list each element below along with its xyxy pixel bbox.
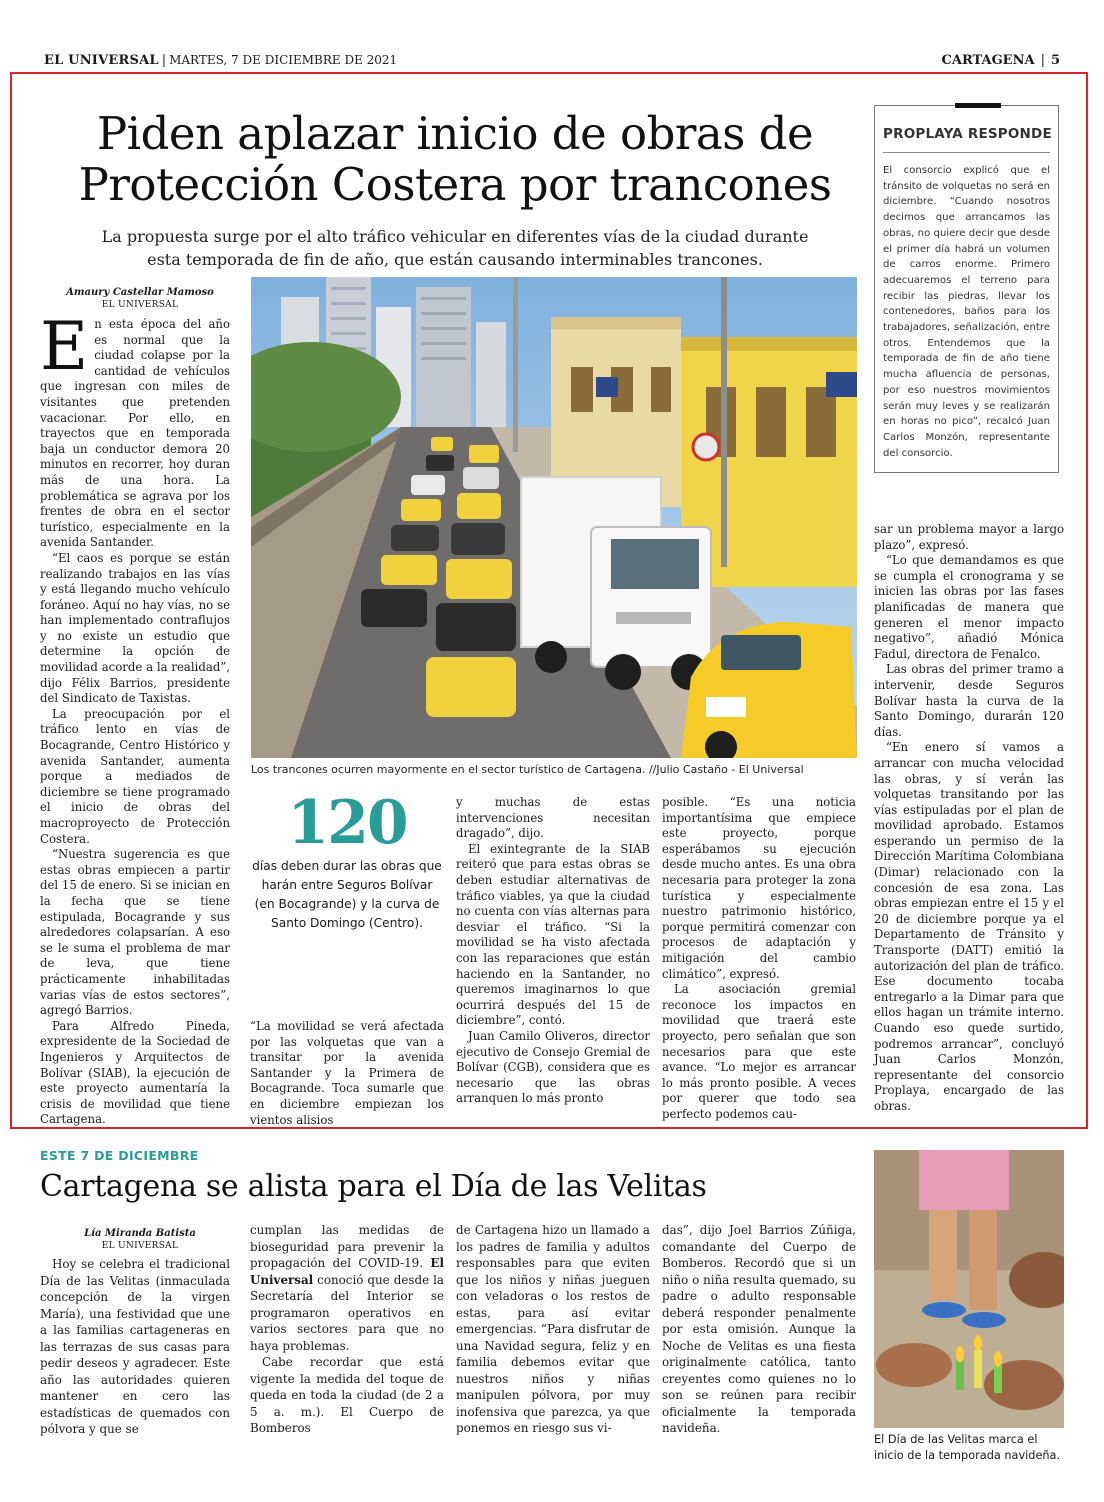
sidebar-accent-bar <box>955 103 1001 108</box>
byline-name: Lía Miranda Batista <box>84 1228 196 1239</box>
velitas-caption: El Día de las Velitas marca el inicio de la temporada navideña. <box>874 1433 1061 1462</box>
second-column-2 <box>250 1222 444 1437</box>
running-header-right: CARTAGENA | 5 <box>941 53 1060 68</box>
byline-org: EL UNIVERSAL <box>101 300 179 310</box>
section-name: CARTAGENA <box>941 53 1035 68</box>
running-header <box>44 51 1060 71</box>
sidebar-title: PROPLAYA RESPONDE <box>883 126 1052 142</box>
paragraph: sar un problema mayor a largo plazo”, expresó. <box>874 522 1064 552</box>
paragraph: “El caos es porque se están realizando trabajos en las vías y está llegando mucho vehículo foráneo. Aquí no hay vías, no se han implementado contraflujos y no existe un estudio que determine la opción de movilidad acorde a la realidad”, dijo Félix Barrios, presidente del Sindicato de Taxistas. <box>40 550 230 706</box>
headline-line-1: Piden aplazar inicio de obras de <box>96 107 814 160</box>
main-column-2 <box>250 1019 444 1128</box>
byline-org: EL UNIVERSAL <box>101 1241 179 1251</box>
second-headline: Cartagena se alista para el Día de las Velitas <box>40 1169 707 1204</box>
main-column-5 <box>874 522 1064 1115</box>
second-column-4 <box>662 1222 856 1437</box>
paragraph: La preocupación por el tráfico lento en vías de Bocagrande, Centro Histórico y avenida Santander, aumenta porque a mediados de diciembre se tiene programado el inicio de obras del macroproyecto de Protección Costera. <box>40 706 230 846</box>
paragraph: Para Alfredo Pineda, expresidente de la Sociedad de Ingenieros y Arquitectos de Bolívar (SIAB), la ejecución de este proyecto aumentaría la crisis de movilidad que tiene Cartagena. <box>40 1018 230 1127</box>
paragraph <box>250 1222 444 1354</box>
stat-text: días deben durar las obras que harán entre Seguros Bolívar (en Bocagrande) y la curva de Santo Domingo (Centro). <box>252 859 442 930</box>
paragraph: Las obras del primer tramo a intervenir, desde Seguros Bolívar hasta la curva de la Santo Domingo, durarán 120 días. <box>874 662 1064 739</box>
main-deck <box>60 225 850 271</box>
paragraph: y muchas de estas intervenciones necesitan dragado”, dijo. <box>456 795 650 841</box>
paragraph: Hoy se celebra el tradicional Día de las Velitas (inmaculada concepción de la virgen María), una festividad que une a las familias cartageneras en las terrazas de sus casas para pedir deseos y agradecer. Este año las autoridades quieren mantener en cero las estadísticas de quemados con pólvora y que se <box>40 1257 230 1436</box>
second-kicker: ESTE 7 DE DICIEMBRE <box>40 1148 199 1163</box>
photo-caption: Los trancones ocurren mayormente en el sector turístico de Cartagena. //Julio Castaño - El Universal <box>251 763 804 776</box>
paragraph: El exintegrante de la SIAB reiteró que para estas obras se deben estudiar alternativas de tráfico viables, ya que la ciudad no cuenta con vías alternas para desviar el tráfico. “Si la movilidad se ha visto afectada con las reparaciones que están haciendo en la Santander, no queremos imaginarnos lo que ocurrirá después del 15 de diciembre”, contó. <box>456 841 650 1028</box>
sidebar-divider <box>883 152 1050 153</box>
deck-line-2: esta temporada de fin de año, que están causando interminables trancones. <box>147 250 763 269</box>
velitas-photo-illustration <box>874 1150 1064 1428</box>
paragraph: Juan Camilo Oliveros, director ejecutivo de Consejo Gremial de Bolívar (CGB), considera que es necesario que las obras arranquen lo más pronto <box>456 1028 650 1106</box>
dropcap: E <box>40 308 89 385</box>
paragraph: “En enero sí vamos a arrancar con mucha velocidad las obras, y sí verán las volquetas transitando por las vías estipuladas por el plan de movilidad aprobado. Estamos esperando un permiso de la Dirección Marítima Colombiana (Dimar) relacionado con la concesión de esa zona. Las obras empiezan entre el 15 y el 20 de diciembre porque ya el Departamento de Tránsito y Transporte (DATT) emitió la autorización del plan de tráfico. Ese documento tocaba entregarlo a la Dimar para que ellos hagan un trámite interno. Cuando eso quede surtido, podremos arrancar”, concluyó Juan Carlos Monzón, representante del consorcio Proplaya, encargado de las obras. <box>874 740 1064 1113</box>
paragraph-text: n esta época del año es normal que la ciudad colapse por la cantidad de vehículos que ingresan con miles de visitantes que pretenden vacacionar. Por ello, en trayectos que en temporada baja un conductor demora 20 minutos en recorrer, hoy duran más de una hora. La problemática se agrava por los frentes de obra en el sector turístico, especialmente en la avenida Santander. <box>40 317 230 550</box>
paragraph: de Cartagena hizo un llamado a los padres de familia y adultos responsables para que eviten que los niños y niñas jueguen con veladoras o los restos de estas, para así evitar emergencias. “Para disfrutar de una Navidad segura, feliz y en familia debemos evitar que nuestros niños y niñas manipulen pólvora, por muy inofensiva que parezca, ya que ponemos en riesgo sus vi- <box>456 1223 650 1435</box>
paragraph <box>40 308 230 551</box>
main-headline <box>40 108 870 210</box>
publication-name: EL UNIVERSAL <box>44 53 159 68</box>
main-column-1 <box>40 308 230 1128</box>
publication-mention: El Universal <box>250 1256 444 1287</box>
main-column-3 <box>456 795 650 1107</box>
main-column-4 <box>662 795 856 1122</box>
velitas-photo <box>874 1150 1064 1428</box>
traffic-photo-illustration <box>251 277 857 758</box>
paragraph: posible. “Es una noticia importantísima que empiece este proyecto, porque esperábamos su ejecución desde mucho antes. Es una obra necesaria para proteger la zona turística y especialmente nuestro patrimonio histórico, porque permitirá comenzar con procesos de adaptación y mitigación del cambio climático”, expresó. <box>662 795 856 981</box>
second-byline <box>40 1227 240 1253</box>
paragraph: Cabe recordar que está vigente la medida del toque de queda en toda la ciudad (de 2 a 5 a. m.). El Cuerpo de Bomberos <box>250 1355 444 1435</box>
second-column-3 <box>456 1222 650 1437</box>
sidebar-proplaya <box>874 105 1059 473</box>
paragraph: das”, dijo Joel Barrios Zúñiga, comandante del Cuerpo de Bomberos. Recordó que si un niño o niña resulta quemado, su padre o adulto responsable deberá responder penalmente por esta omisión. Aunque la Noche de Velitas es una fiesta originalmente católica, tanto creyentes como quienes no lo son se reúnen para recibir oficialmente la temporada navideña. <box>662 1223 856 1435</box>
paragraph: “La movilidad se verá afectada por las volquetas que van a transitar por la avenida Santander y la Primera de Bocagrande. Toca sumarle que en diciembre empiezan los vientos alisios <box>250 1019 444 1127</box>
byline-name: Amaury Castellar Mamoso <box>66 287 214 298</box>
paragraph-text: conoció que desde la Secretaría del Interior se programaron operativos en varios sectores para que no haya problemas. <box>250 1272 444 1353</box>
traffic-photo <box>251 277 857 758</box>
paragraph-text: cumplan las medidas de bioseguridad para prevenir la propagación del COVID-19. <box>250 1223 444 1270</box>
page-number: 5 <box>1050 53 1060 68</box>
paragraph: La asociación gremial reconoce los impactos en movilidad que traerá este proyecto, pero señalan que son necesarios para que este avance. “Lo mejor es arrancar lo más pronto posible. A veces por querer que todo sea perfecto podemos cau- <box>662 982 856 1121</box>
issue-date: MARTES, 7 DE DICIEMBRE DE 2021 <box>169 53 398 67</box>
deck-line-1: La propuesta surge por el alto tráfico vehicular en diferentes vías de la ciudad durante <box>101 227 809 246</box>
headline-line-2: Protección Costera por trancones <box>78 158 832 211</box>
sidebar-body: El consorcio explicó que el tránsito de volquetas no será en diciembre. “Cuando nosotros decimos que arrancamos las obras, no quiere decir que desde el primer día habrá un volumen de carros enorme. Primero adecuaremos el terreno para recibir las piedras, llevar los contenedores, baños para los trabajadores, señalización, entre otros. Entendemos que la temporada de fin de año tiene mucha afluencia de personas, por eso nuestros movimientos serán muy leves y se realizarán en horas no pico”, recalcó Juan Carlos Monzón, representante del consorcio. <box>883 165 1050 459</box>
paragraph: “Lo que demandamos es que se cumpla el cronograma y se inicien las obras por las fases planificadas de manera que generen el menor impacto negativo”, añadió Mónica Fadul, directora de Fenalco. <box>874 553 1064 661</box>
second-column-1 <box>40 1256 230 1438</box>
running-header-left: EL UNIVERSAL | MARTES, 7 DE DICIEMBRE DE 2021 <box>44 53 398 68</box>
stat-number: 120 <box>287 788 407 858</box>
paragraph: “Nuestra sugerencia es que estas obras empiecen a partir del 15 de enero. Si se inician en la fecha que se tiene estipulada, Bocagrande y sus alrededores colapsarían. A eso se le suma el problema de mar de leva, que tiene prácticamente inhabilitadas varias vías de estos sectores”, agregó Barrios. <box>40 847 230 1018</box>
